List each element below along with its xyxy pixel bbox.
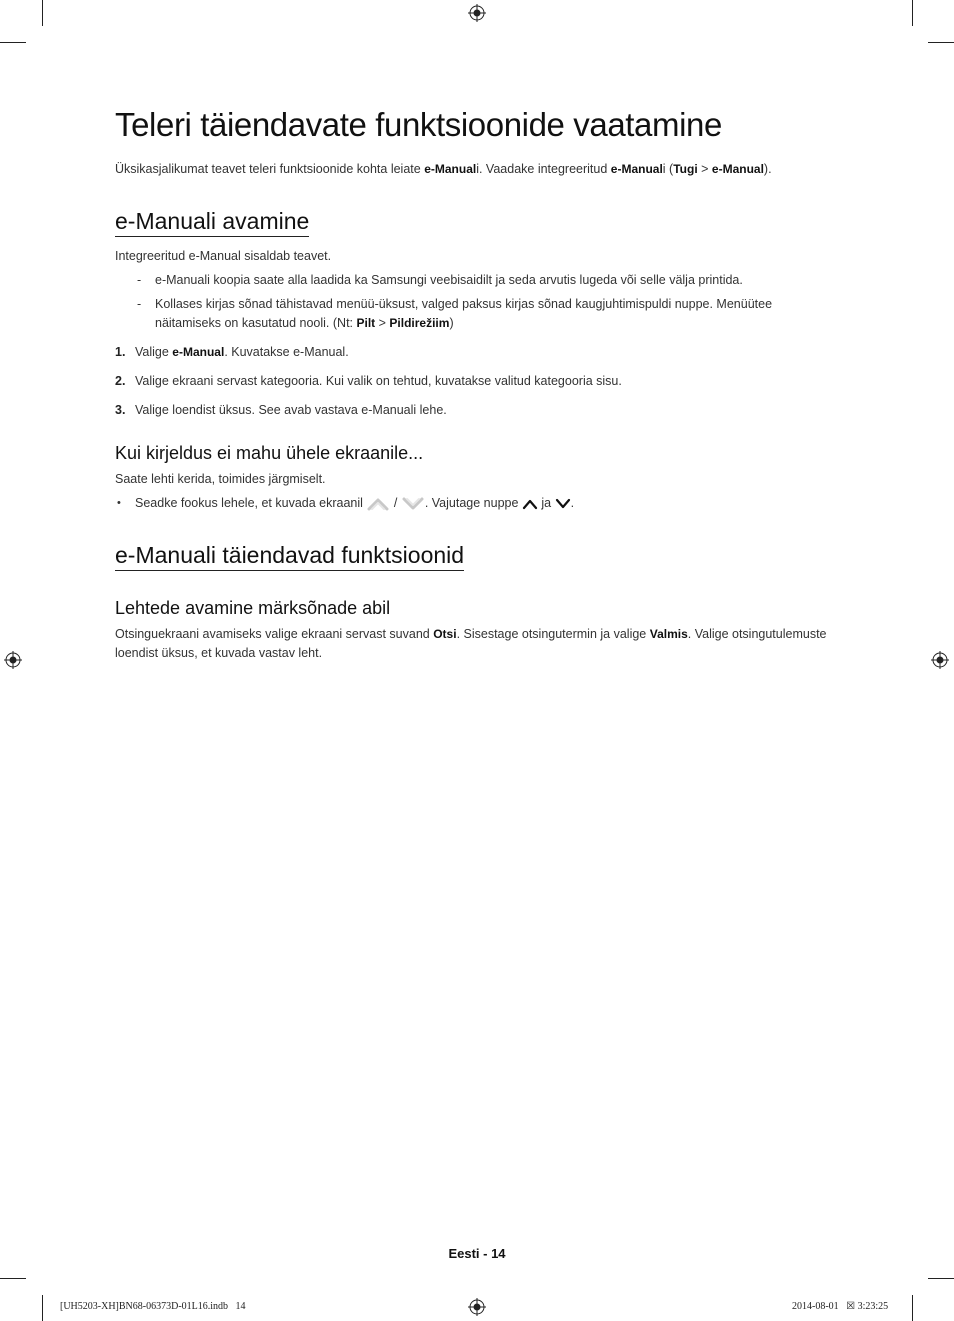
step-number: 2. <box>115 374 126 388</box>
dash-marker: - <box>137 273 142 287</box>
section-heading: e-Manuali täiendavad funktsioonid <box>115 542 464 571</box>
bullet-item: Seadke fookus lehele, et kuvada ekraanil / . Vajutage nuppe ja . <box>135 496 575 510</box>
crop-mark <box>42 1295 43 1321</box>
step-text: Valige e-Manual. Kuvatakse e-Manual. <box>135 345 349 359</box>
step-text: Valige ekraani servast kategooria. Kui valik on tehtud, kuvatakse valitud kategooria sisu. <box>135 374 622 388</box>
subsection-paragraph-continuation: loendist üksus, et kuvada vastav leht. <box>115 646 323 660</box>
section-heading: e-Manuali avamine <box>115 208 309 237</box>
crop-mark <box>928 42 954 43</box>
file-info: [UH5203-XH]BN68-06373D-01L16.indb 14 <box>60 1301 246 1312</box>
step-text: Valige loendist üksus. See avab vastava e-Manuali lehe. <box>135 403 447 417</box>
crop-mark <box>928 1278 954 1279</box>
bullet-marker: • <box>117 497 121 509</box>
page-up-arrow-icon <box>366 496 390 512</box>
crop-mark <box>42 0 43 26</box>
registration-mark-icon <box>931 651 949 669</box>
print-datetime: 2014-08-01 ☒ 3:23:25 <box>792 1301 889 1312</box>
crop-mark <box>912 0 913 26</box>
crop-mark <box>912 1295 913 1321</box>
up-arrow-icon <box>522 498 538 510</box>
subsection-lead: Saate lehti kerida, toimides järgmiselt. <box>115 472 326 486</box>
dash-item-continuation: näitamiseks on kasutatud nooli. (Nt: Pilt > Pildirežiim) <box>155 316 454 330</box>
page-down-arrow-icon <box>401 496 425 512</box>
dash-item: e-Manuali koopia saate alla laadida ka Samsungi veebisaidilt ja seda arvutis lugeda või selle välja printida. <box>155 273 743 287</box>
subsection-paragraph: Otsinguekraani avamiseks valige ekraani servast suvand Otsi. Sisestage otsingutermin ja valige Valmis. Valige otsingutulemuste <box>115 627 827 641</box>
registration-mark-icon <box>468 4 486 22</box>
page-title: Teleri täiendavate funktsioonide vaatamine <box>115 106 722 143</box>
registration-mark-icon <box>468 1298 486 1316</box>
down-arrow-icon <box>555 498 571 510</box>
step-number: 3. <box>115 403 126 417</box>
dash-item: Kollases kirjas sõnad tähistavad menüü-üksust, valged paksus kirjas sõnad kaugjuhtimispuldi nuppe. Menüütee <box>155 297 773 311</box>
subsection-heading: Lehtede avamine märksõnade abil <box>115 598 391 618</box>
crop-mark <box>0 42 26 43</box>
step-number: 1. <box>115 345 126 359</box>
page-number: Eesti - 14 <box>448 1246 506 1261</box>
subsection-heading: Kui kirjeldus ei mahu ühele ekraanile... <box>115 443 424 463</box>
dash-marker: - <box>137 297 142 311</box>
intro-paragraph: Üksikasjalikumat teavet teleri funktsioonide kohta leiate e-Manuali. Vaadake integreeritud e-Manuali (Tugi > e-Manual). <box>115 162 772 176</box>
crop-mark <box>0 1278 26 1279</box>
registration-mark-icon <box>4 651 22 669</box>
section-lead: Integreeritud e-Manual sisaldab teavet. <box>115 249 332 263</box>
